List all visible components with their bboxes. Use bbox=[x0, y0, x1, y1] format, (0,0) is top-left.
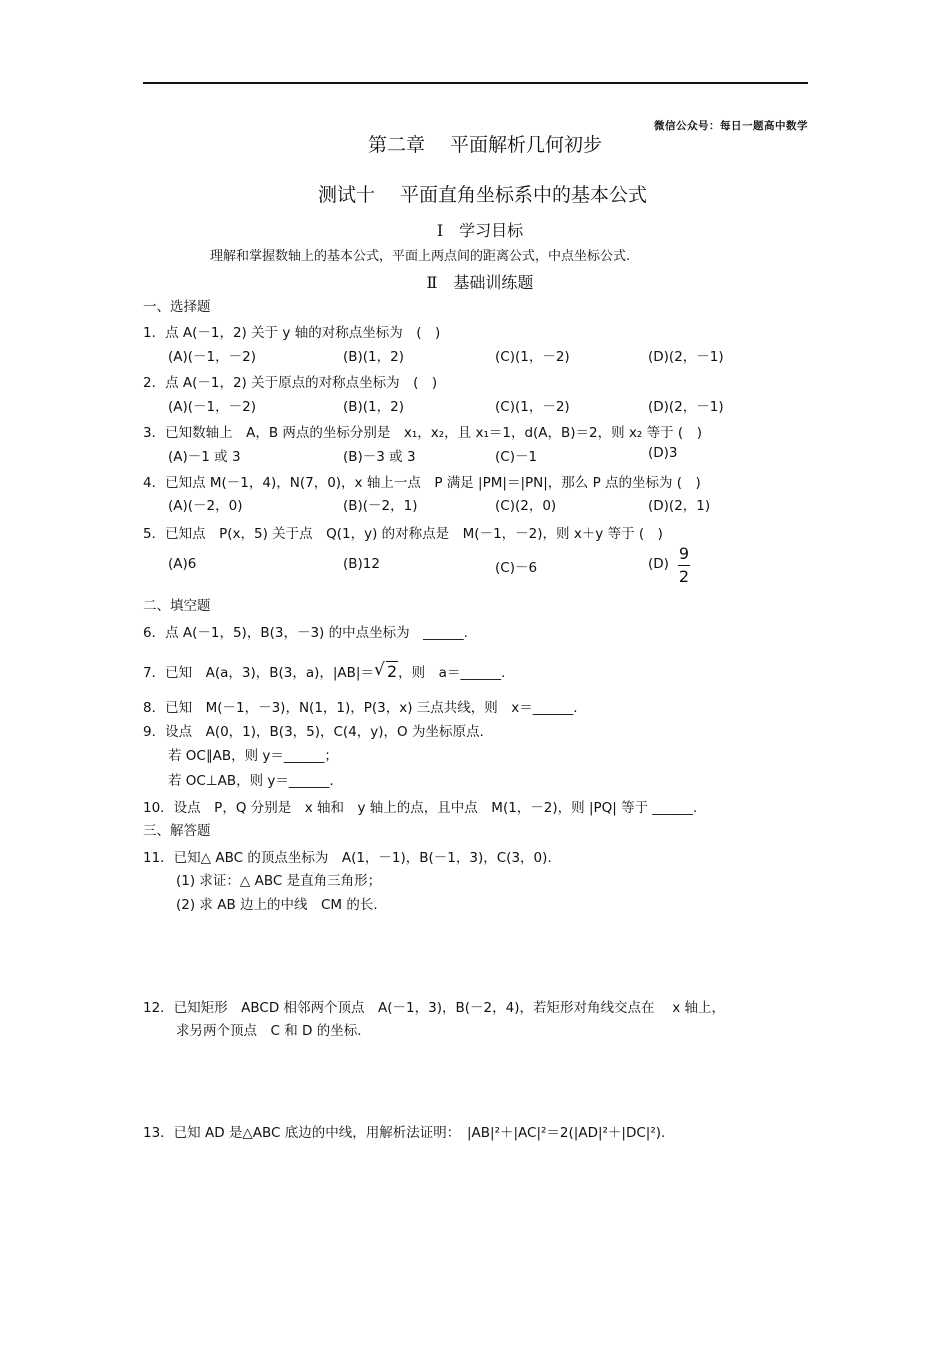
q2-option-a: (A)(－1，－2) bbox=[168, 399, 256, 415]
part-multiple-choice: 一、选择题 bbox=[143, 299, 211, 315]
q3-option-d: (D)3 bbox=[648, 445, 678, 461]
q4-option-c: (C)(2，0) bbox=[495, 498, 557, 514]
q1-option-b: (B)(1，2) bbox=[343, 349, 405, 365]
question-2: 2．点 A(－1，2) 关于原点的对称点坐标为 ( ) bbox=[143, 375, 438, 391]
q5-option-c: (C)－6 bbox=[495, 560, 538, 576]
q11-part-1: (1) 求证：△ ABC 是直角三角形； bbox=[176, 873, 382, 889]
part-fill-in: 二、填空题 bbox=[143, 598, 211, 614]
question-1: 1．点 A(－1，2) 关于 y 轴的对称点坐标为 ( ) bbox=[143, 325, 441, 341]
q9-part-b: 若 OC⊥AB，则 y＝______. bbox=[168, 773, 334, 789]
question-10: 10．设点 P，Q 分别是 x 轴和 y 轴上的点，且中点 M(1，－2)，则 |PQ| 等于 ______. bbox=[143, 800, 698, 816]
q9-part-a: 若 OC∥AB，则 y＝______； bbox=[168, 748, 338, 764]
q5-option-b: (B)12 bbox=[343, 556, 380, 572]
section-basic-training: Ⅱ 基础训练题 bbox=[426, 273, 534, 292]
q5-fraction bbox=[678, 544, 690, 587]
q2-option-c: (C)(1，－2) bbox=[495, 399, 570, 415]
q1-option-a: (A)(－1，－2) bbox=[168, 349, 256, 365]
q2-option-d: (D)(2，－1) bbox=[648, 399, 724, 415]
question-3: 3．已知数轴上 A，B 两点的坐标分别是 x₁，x₂，且 x₁＝1，d(A，B)＝2，则 x₂ 等于 ( ) bbox=[143, 425, 702, 441]
q3-option-b: (B)－3 或 3 bbox=[343, 449, 416, 465]
watermark: 微信公众号：每日一题高中数学 bbox=[654, 120, 808, 132]
question-4: 4．已知点 M(－1，4)，N(7，0)，x 轴上一点 P 满足 |PM|＝|PN|，那么 P 点的坐标为 ( ) bbox=[143, 475, 701, 491]
learning-goal-text: 理解和掌握数轴上的基本公式，平面上两点间的距离公式，中点坐标公式. bbox=[210, 249, 631, 264]
q7-prefix: 7．已知 A(a，3)，B(3，a)，|AB|＝ bbox=[143, 665, 374, 681]
q4-option-b: (B)(－2，1) bbox=[343, 498, 418, 514]
q7-suffix: ，则 a＝______. bbox=[398, 665, 506, 681]
fraction-numerator: 9 bbox=[678, 544, 690, 563]
question-12: 12．已知矩形 ABCD 相邻两个顶点 A(－1，3)，B(－2，4)，若矩形对角线交点在 x 轴上， bbox=[143, 1000, 726, 1016]
test-title: 测试十 平面直角坐标系中的基本公式 bbox=[317, 184, 648, 206]
q2-option-b: (B)(1，2) bbox=[343, 399, 405, 415]
question-7 bbox=[143, 661, 505, 681]
part-solutions: 三、解答题 bbox=[143, 823, 211, 839]
fraction-denominator: 2 bbox=[678, 567, 690, 586]
q5-option-a: (A)6 bbox=[168, 556, 197, 572]
question-9: 9．设点 A(0，1)，B(3，5)，C(4，y)，O 为坐标原点. bbox=[143, 724, 484, 740]
question-13: 13．已知 AD 是△ABC 底边的中线，用解析法证明： |AB|²＋|AC|²＝2(|AD|²＋|DC|²). bbox=[143, 1125, 666, 1141]
q4-option-d: (D)(2，1) bbox=[648, 498, 711, 514]
question-5: 5．已知点 P(x，5) 关于点 Q(1，y) 的对称点是 M(－1，－2)，则 x＋y 等于 ( ) bbox=[143, 526, 663, 542]
q3-option-c: (C)－1 bbox=[495, 449, 538, 465]
fraction-bar bbox=[678, 565, 690, 566]
q11-part-2: (2) 求 AB 边上的中线 CM 的长. bbox=[176, 897, 378, 913]
question-11: 11．已知△ ABC 的顶点坐标为 A(1，－1)，B(－1，3)，C(3，0). bbox=[143, 850, 552, 866]
q4-option-a: (A)(－2，0) bbox=[168, 498, 243, 514]
q3-option-a: (A)－1 或 3 bbox=[168, 449, 241, 465]
q5-option-d: (D) bbox=[648, 556, 669, 572]
q1-option-d: (D)(2，－1) bbox=[648, 349, 724, 365]
q1-option-c: (C)(1，－2) bbox=[495, 349, 570, 365]
top-rule bbox=[143, 82, 808, 84]
sqrt-symbol bbox=[374, 662, 398, 681]
section-learning-goals: Ⅰ 学习目标 bbox=[436, 221, 524, 240]
q12-continued: 求另两个顶点 C 和 D 的坐标. bbox=[176, 1023, 362, 1039]
sqrt-radicand: 2 bbox=[386, 662, 398, 681]
question-8: 8．已知 M(－1，－3)，N(1，1)，P(3，x) 三点共线，则 x＝______. bbox=[143, 700, 578, 716]
chapter-title: 第二章 平面解析几何初步 bbox=[367, 134, 603, 156]
question-6: 6．点 A(－1，5)，B(3，－3) 的中点坐标为 ______. bbox=[143, 625, 468, 641]
